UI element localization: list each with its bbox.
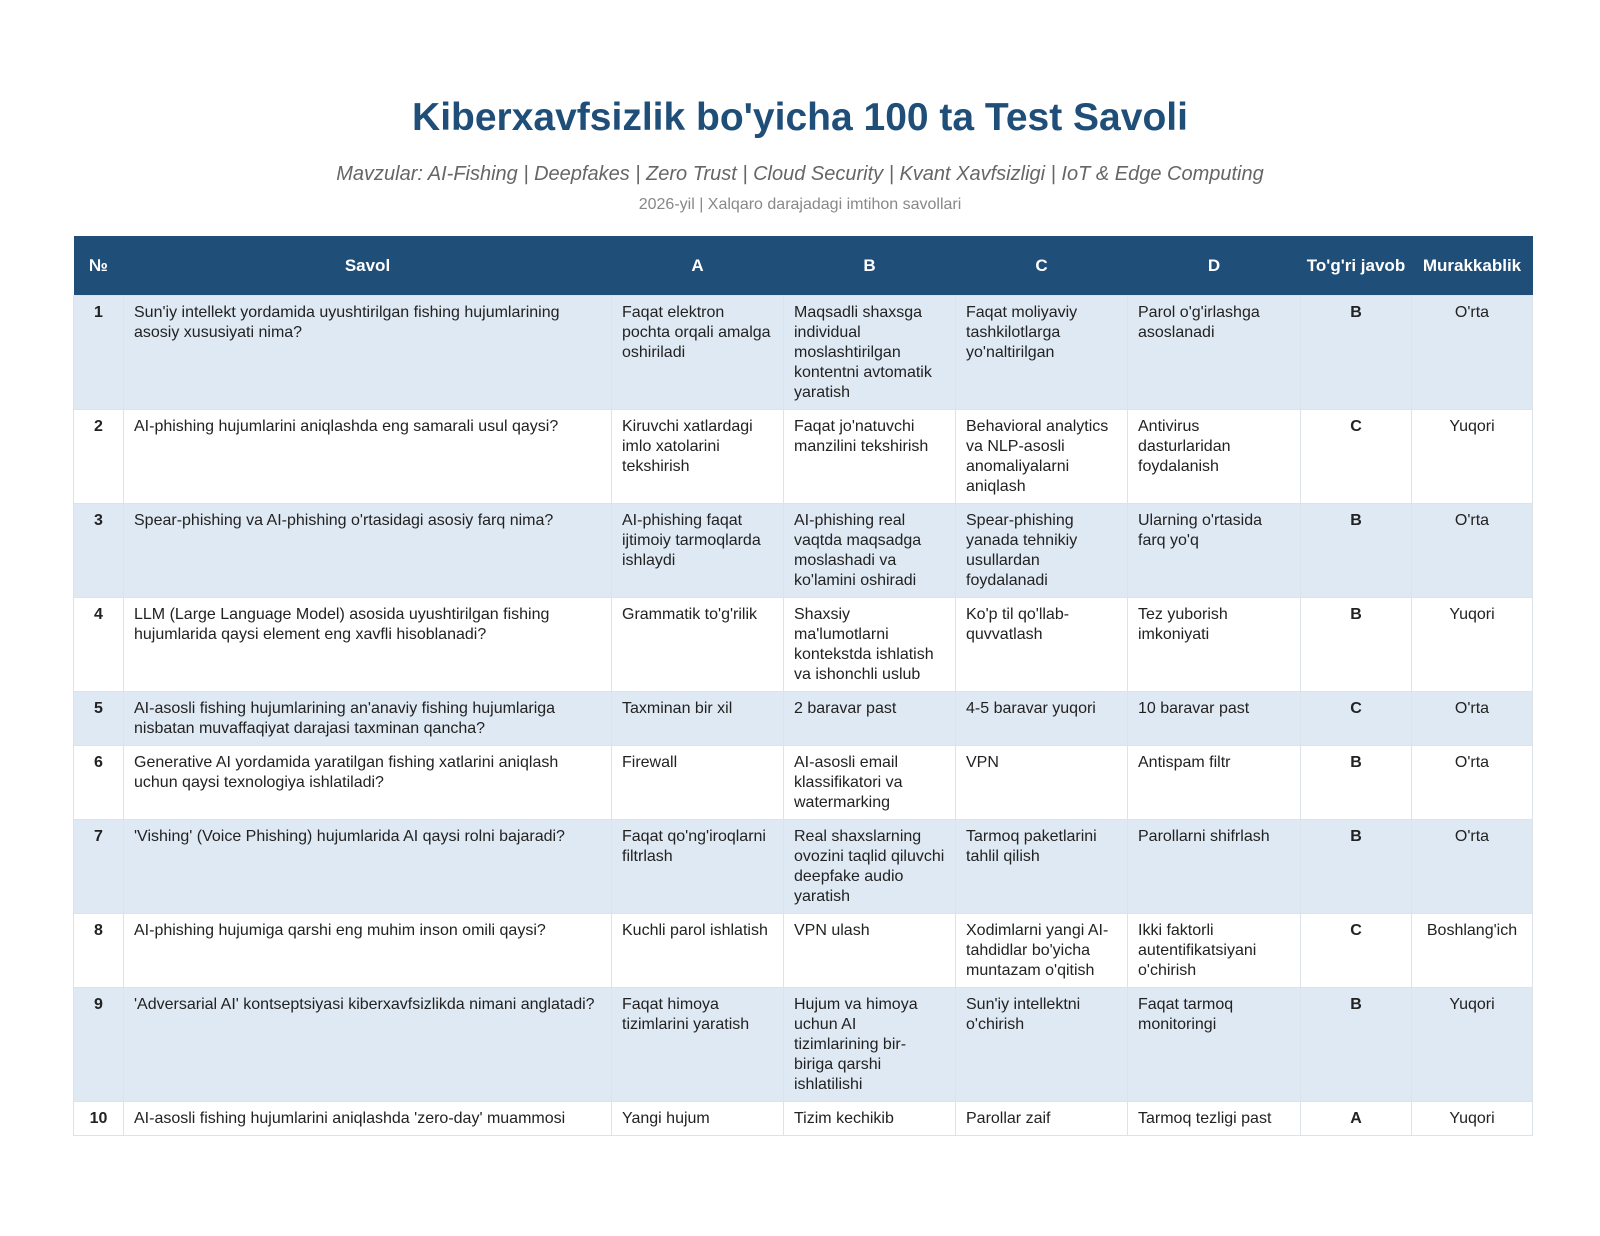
- cell-option-d: Antispam filtr: [1128, 746, 1301, 820]
- cell-option-a: Firewall: [612, 746, 784, 820]
- cell-option-b: Hujum va himoya uchun AI tizimlarining bir-biriga qarshi ishlatilishi: [784, 988, 956, 1102]
- cell-answer: A: [1301, 1102, 1412, 1136]
- cell-difficulty: O'rta: [1412, 504, 1533, 598]
- table-row: [74, 820, 1533, 914]
- cell-option-b: Real shaxslarning ovozini taqlid qiluvchi deepfake audio yaratish: [784, 820, 956, 914]
- cell-answer: C: [1301, 914, 1412, 988]
- cell-question: 'Adversarial AI' kontseptsiyasi kiberxavfsizlikda nimani anglatadi?: [124, 988, 612, 1102]
- cell-option-d: Parol o'g'irlashga asoslanadi: [1128, 296, 1301, 410]
- cell-option-c: VPN: [956, 746, 1128, 820]
- page-subtitle: Mavzular: AI-Fishing | Deepfakes | Zero Trust | Cloud Security | Kvant Xavfsizligi | IoT & Edge Computing: [336, 163, 1264, 185]
- table-row: [74, 1102, 1533, 1136]
- table-row: [74, 746, 1533, 820]
- cell-option-a: Kiruvchi xatlardagi imlo xatolarini tekshirish: [612, 410, 784, 504]
- cell-option-c: Behavioral analytics va NLP-asosli anomaliyalarni aniqlash: [956, 410, 1128, 504]
- col-header-b: B: [784, 236, 956, 296]
- cell-option-c: Parollar zaif: [956, 1102, 1128, 1136]
- cell-option-c: Xodimlarni yangi AI-tahdidlar bo'yicha muntazam o'qitish: [956, 914, 1128, 988]
- cell-number: 2: [74, 410, 124, 504]
- cell-question: Spear-phishing va AI-phishing o'rtasidagi asosiy farq nima?: [124, 504, 612, 598]
- cell-option-d: Faqat tarmoq monitoringi: [1128, 988, 1301, 1102]
- cell-option-d: Tez yuborish imkoniyati: [1128, 598, 1301, 692]
- col-header-d: D: [1128, 236, 1301, 296]
- cell-question: AI-asosli fishing hujumlarining an'anaviy fishing hujumlariga nisbatan muvaffaqiyat darajasi taxminan qancha?: [124, 692, 612, 746]
- cell-option-b: VPN ulash: [784, 914, 956, 988]
- cell-difficulty: O'rta: [1412, 692, 1533, 746]
- cell-answer: B: [1301, 746, 1412, 820]
- cell-option-d: Ularning o'rtasida farq yo'q: [1128, 504, 1301, 598]
- cell-answer: B: [1301, 296, 1412, 410]
- cell-option-a: Faqat qo'ng'iroqlarni filtrlash: [612, 820, 784, 914]
- cell-option-d: Ikki faktorli autentifikatsiyani o'chirish: [1128, 914, 1301, 988]
- cell-difficulty: O'rta: [1412, 296, 1533, 410]
- cell-option-c: Ko'p til qo'llab-quvvatlash: [956, 598, 1128, 692]
- cell-option-a: Kuchli parol ishlatish: [612, 914, 784, 988]
- cell-question: AI-phishing hujumiga qarshi eng muhim inson omili qaysi?: [124, 914, 612, 988]
- cell-option-a: Yangi hujum: [612, 1102, 784, 1136]
- col-header-a: A: [612, 236, 784, 296]
- cell-option-d: Tarmoq tezligi past: [1128, 1102, 1301, 1136]
- cell-answer: B: [1301, 820, 1412, 914]
- col-header-c: C: [956, 236, 1128, 296]
- cell-difficulty: Yuqori: [1412, 598, 1533, 692]
- cell-number: 8: [74, 914, 124, 988]
- cell-option-b: AI-asosli email klassifikatori va watermarking: [784, 746, 956, 820]
- cell-number: 7: [74, 820, 124, 914]
- table-row: [74, 504, 1533, 598]
- col-header-number: №: [74, 236, 124, 296]
- cell-option-b: AI-phishing real vaqtda maqsadga moslashadi va ko'lamini oshiradi: [784, 504, 956, 598]
- cell-answer: B: [1301, 504, 1412, 598]
- questions-table: [73, 236, 1533, 1136]
- cell-number: 1: [74, 296, 124, 410]
- cell-option-c: Sun'iy intellektni o'chirish: [956, 988, 1128, 1102]
- col-header-question: Savol: [124, 236, 612, 296]
- cell-option-b: 2 baravar past: [784, 692, 956, 746]
- cell-question: Generative AI yordamida yaratilgan fishing xatlarini aniqlash uchun qaysi texnologiya ishlatiladi?: [124, 746, 612, 820]
- page-meta: 2026-yil | Xalqaro darajadagi imtihon savollari: [638, 196, 962, 213]
- cell-question: LLM (Large Language Model) asosida uyushtirilgan fishing hujumlarida qaysi element eng xavfli hisoblanadi?: [124, 598, 612, 692]
- cell-option-a: Taxminan bir xil: [612, 692, 784, 746]
- cell-option-c: 4-5 baravar yuqori: [956, 692, 1128, 746]
- cell-option-a: Grammatik to'g'rilik: [612, 598, 784, 692]
- cell-option-c: Faqat moliyaviy tashkilotlarga yo'naltirilgan: [956, 296, 1128, 410]
- cell-number: 6: [74, 746, 124, 820]
- cell-number: 3: [74, 504, 124, 598]
- table-row: [74, 692, 1533, 746]
- page-title: Kiberxavfsizlik bo'yicha 100 ta Test Savoli: [412, 96, 1188, 139]
- col-header-answer: To'g'ri javob: [1301, 236, 1412, 296]
- cell-answer: C: [1301, 692, 1412, 746]
- cell-question: 'Vishing' (Voice Phishing) hujumlarida AI qaysi rolni bajaradi?: [124, 820, 612, 914]
- cell-number: 10: [74, 1102, 124, 1136]
- cell-option-d: Antivirus dasturlaridan foydalanish: [1128, 410, 1301, 504]
- cell-option-b: Shaxsiy ma'lumotlarni kontekstda ishlatish va ishonchli uslub: [784, 598, 956, 692]
- cell-answer: B: [1301, 988, 1412, 1102]
- cell-difficulty: O'rta: [1412, 746, 1533, 820]
- cell-number: 5: [74, 692, 124, 746]
- cell-difficulty: Yuqori: [1412, 1102, 1533, 1136]
- cell-option-b: Tizim kechikib: [784, 1102, 956, 1136]
- col-header-difficulty: Murakkablik: [1412, 236, 1533, 296]
- cell-question: AI-asosli fishing hujumlarini aniqlashda 'zero-day' muammosi: [124, 1102, 612, 1136]
- cell-option-a: AI-phishing faqat ijtimoiy tarmoqlarda ishlaydi: [612, 504, 784, 598]
- cell-option-d: Parollarni shifrlash: [1128, 820, 1301, 914]
- cell-option-b: Maqsadli shaxsga individual moslashtirilgan kontentni avtomatik yaratish: [784, 296, 956, 410]
- table-body: [74, 296, 1533, 1136]
- cell-difficulty: O'rta: [1412, 820, 1533, 914]
- table-row: [74, 914, 1533, 988]
- cell-number: 9: [74, 988, 124, 1102]
- cell-difficulty: Boshlang'ich: [1412, 914, 1533, 988]
- cell-question: AI-phishing hujumlarini aniqlashda eng samarali usul qaysi?: [124, 410, 612, 504]
- cell-difficulty: Yuqori: [1412, 410, 1533, 504]
- cell-option-d: 10 baravar past: [1128, 692, 1301, 746]
- cell-answer: B: [1301, 598, 1412, 692]
- table-header-row: [74, 236, 1533, 296]
- cell-option-b: Faqat jo'natuvchi manzilini tekshirish: [784, 410, 956, 504]
- cell-question: Sun'iy intellekt yordamida uyushtirilgan fishing hujumlarining asosiy xususiyati nima?: [124, 296, 612, 410]
- cell-difficulty: Yuqori: [1412, 988, 1533, 1102]
- table-row: [74, 410, 1533, 504]
- table-row: [74, 296, 1533, 410]
- cell-option-a: Faqat elektron pochta orqali amalga oshiriladi: [612, 296, 784, 410]
- cell-option-c: Tarmoq paketlarini tahlil qilish: [956, 820, 1128, 914]
- cell-number: 4: [74, 598, 124, 692]
- table-row: [74, 988, 1533, 1102]
- cell-option-a: Faqat himoya tizimlarini yaratish: [612, 988, 784, 1102]
- table-row: [74, 598, 1533, 692]
- cell-option-c: Spear-phishing yanada tehnikiy usullardan foydalanadi: [956, 504, 1128, 598]
- cell-answer: C: [1301, 410, 1412, 504]
